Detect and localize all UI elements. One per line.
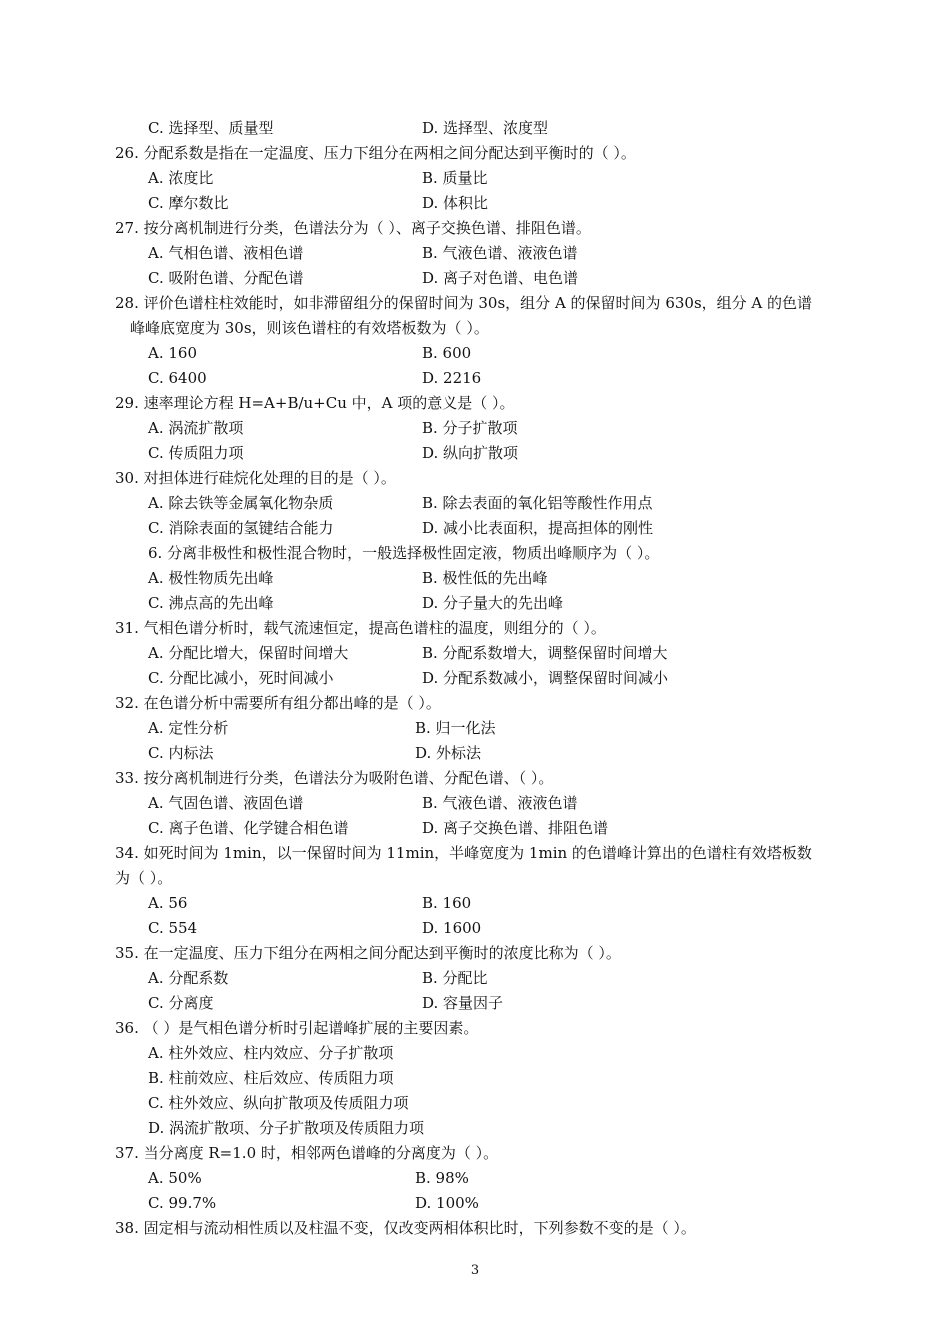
q33-option-d: D. 离子交换色谱、排阻色谱: [422, 819, 609, 837]
q30-option-b: B. 除去表面的氧化铝等酸性作用点: [422, 494, 653, 512]
q25-option-d: D. 选择型、浓度型: [422, 119, 549, 137]
q26-stem: 26. 分配系数是指在一定温度、压力下组分在两相之间分配达到平衡时的（ ）。: [115, 144, 636, 162]
q36-option-a: A. 柱外效应、柱内效应、分子扩散项: [148, 1044, 394, 1062]
q35-stem: 35. 在一定温度、压力下组分在两相之间分配达到平衡时的浓度比称为（ ）。: [115, 944, 621, 962]
q36-option-c: C. 柱外效应、纵向扩散项及传质阻力项: [148, 1094, 409, 1112]
q6-option-c: C. 沸点高的先出峰: [148, 594, 274, 612]
q31-option-d: D. 分配系数减小，调整保留时间减小: [422, 669, 669, 687]
q33-option-b: B. 气液色谱、液液色谱: [422, 794, 578, 812]
q26-option-a: A. 浓度比: [148, 169, 214, 187]
q25-option-c: C. 选择型、质量型: [148, 119, 274, 137]
q37-option-a: A. 50%: [148, 1169, 202, 1187]
q26-option-c: C. 摩尔数比: [148, 194, 229, 212]
q32-option-b: B. 归一化法: [415, 719, 496, 737]
q29-stem: 29. 速率理论方程 H=A+B/u+Cu 中，A 项的意义是（ ）。: [115, 394, 515, 412]
q30-option-d: D. 减小比表面积，提高担体的刚性: [422, 519, 654, 537]
q36-option-d: D. 涡流扩散项、分子扩散项及传质阻力项: [148, 1119, 425, 1137]
q37-option-d: D. 100%: [415, 1194, 479, 1212]
q27-stem: 27. 按分离机制进行分类，色谱法分为（ ）、离子交换色谱、排阻色谱。: [115, 219, 591, 237]
q30-option-c: C. 消除表面的氢键结合能力: [148, 519, 334, 537]
q29-option-c: C. 传质阻力项: [148, 444, 244, 462]
q6-option-a: A. 极性物质先出峰: [148, 569, 274, 587]
q37-stem: 37. 当分离度 R=1.0 时，相邻两色谱峰的分离度为（ ）。: [115, 1144, 499, 1162]
q29-option-b: B. 分子扩散项: [422, 419, 518, 437]
q29-option-d: D. 纵向扩散项: [422, 444, 519, 462]
q28-option-a: A. 160: [148, 344, 197, 362]
q34-option-d: D. 1600: [422, 919, 482, 937]
q32-option-a: A. 定性分析: [148, 719, 229, 737]
q33-option-a: A. 气固色谱、液固色谱: [148, 794, 304, 812]
q26-option-b: B. 质量比: [422, 169, 488, 187]
q28-option-c: C. 6400: [148, 369, 207, 387]
q31-option-b: B. 分配系数增大，调整保留时间增大: [422, 644, 668, 662]
q6-option-b: B. 极性低的先出峰: [422, 569, 548, 587]
q34-stem: 34. 如死时间为 1min，以一保留时间为 11min，半峰宽度为 1min 的色谱峰计算出的色谱柱有效塔板数: [115, 844, 812, 862]
q28-option-d: D. 2216: [422, 369, 482, 387]
q27-option-c: C. 吸附色谱、分配色谱: [148, 269, 304, 287]
q33-option-c: C. 离子色谱、化学键合相色谱: [148, 819, 349, 837]
q28-stem-continued: 峰峰底宽度为 30s，则该色谱柱的有效塔板数为（ ）。: [130, 319, 489, 337]
q33-stem: 33. 按分离机制进行分类，色谱法分为吸附色谱、分配色谱、（ ）。: [115, 769, 554, 787]
q36-stem: 36. （ ）是气相色谱分析时引起谱峰扩展的主要因素。: [115, 1019, 479, 1037]
q32-stem: 32. 在色谱分析中需要所有组分都出峰的是（ ）。: [115, 694, 441, 712]
q26-option-d: D. 体积比: [422, 194, 489, 212]
q6-stem: 6. 分离非极性和极性混合物时，一般选择极性固定液，物质出峰顺序为（ ）。: [148, 544, 660, 562]
q34-stem-continued: 为（ ）。: [115, 869, 173, 887]
q35-option-c: C. 分离度: [148, 994, 214, 1012]
q34-option-c: C. 554: [148, 919, 198, 937]
q31-option-a: A. 分配比增大，保留时间增大: [148, 644, 349, 662]
q32-option-d: D. 外标法: [415, 744, 482, 762]
q29-option-a: A. 涡流扩散项: [148, 419, 244, 437]
q35-option-a: A. 分配系数: [148, 969, 229, 987]
q37-option-c: C. 99.7%: [148, 1194, 217, 1212]
q31-stem: 31. 气相色谱分析时，载气流速恒定，提高色谱柱的温度，则组分的（ ）。: [115, 619, 606, 637]
q35-option-b: B. 分配比: [422, 969, 488, 987]
q31-option-c: C. 分配比减小，死时间减小: [148, 669, 334, 687]
q34-option-b: B. 160: [422, 894, 472, 912]
q30-stem: 30. 对担体进行硅烷化处理的目的是（ ）。: [115, 469, 396, 487]
q37-option-b: B. 98%: [415, 1169, 469, 1187]
q30-option-a: A. 除去铁等金属氧化物杂质: [148, 494, 334, 512]
q28-stem: 28. 评价色谱柱柱效能时，如非滞留组分的保留时间为 30s，组分 A 的保留时间为 630s，组分 A 的色谱: [115, 294, 813, 312]
q36-option-b: B. 柱前效应、柱后效应、传质阻力项: [148, 1069, 394, 1087]
q32-option-c: C. 内标法: [148, 744, 214, 762]
q35-option-d: D. 容量因子: [422, 994, 504, 1012]
q27-option-a: A. 气相色谱、液相色谱: [148, 244, 304, 262]
q6-option-d: D. 分子量大的先出峰: [422, 594, 564, 612]
q27-option-d: D. 离子对色谱、电色谱: [422, 269, 579, 287]
q27-option-b: B. 气液色谱、液液色谱: [422, 244, 578, 262]
page-number: 3: [470, 1263, 480, 1278]
q38-stem: 38. 固定相与流动相性质以及柱温不变，仅改变两相体积比时，下列参数不变的是（ ）。: [115, 1219, 696, 1237]
q34-option-a: A. 56: [148, 894, 188, 912]
q28-option-b: B. 600: [422, 344, 472, 362]
